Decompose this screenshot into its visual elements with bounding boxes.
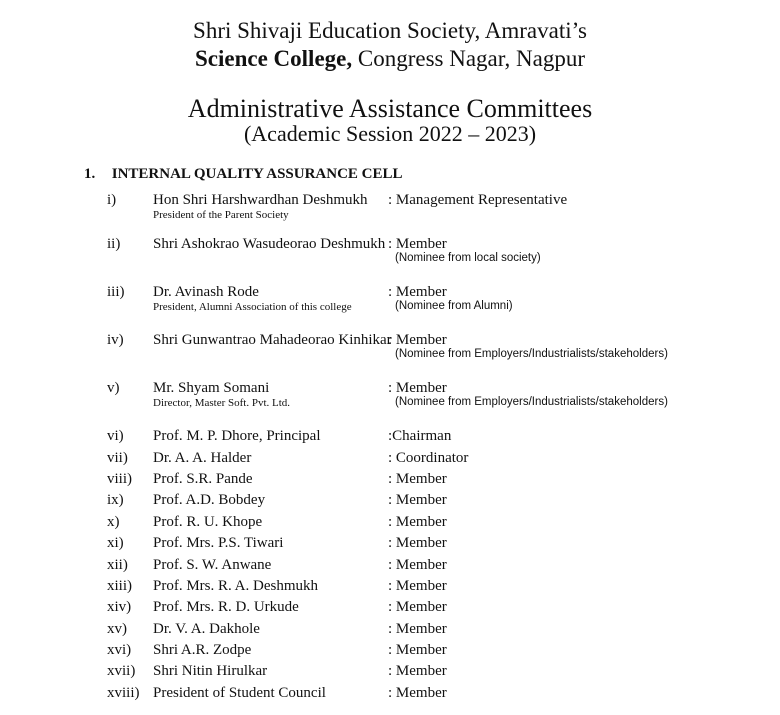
member-role: : Member: [388, 685, 447, 701]
member-index: xi): [107, 535, 124, 551]
member-name: Dr. A. A. Halder: [153, 450, 252, 466]
member-name: Shri Nitin Hirulkar: [153, 663, 268, 679]
member-index: iii): [107, 284, 125, 300]
member-role: : Member: [388, 578, 447, 594]
member-role: : Member: [388, 535, 447, 551]
member-index: xii): [107, 557, 128, 573]
member-role: : Member: [388, 663, 447, 679]
member-index: viii): [107, 471, 132, 487]
member-name: President of Student Council: [153, 685, 326, 701]
member-designation: Director, Master Soft. Pvt. Ltd.: [153, 397, 291, 409]
member-index: i): [107, 192, 117, 208]
member-nomination-note: (Nominee from local society): [395, 252, 541, 264]
member-index: ii): [107, 236, 121, 252]
member-name: Dr. Avinash Rode: [153, 284, 259, 300]
section-heading: [84, 166, 403, 183]
member-name: Prof. S. W. Anwane: [153, 557, 272, 573]
college-name: [0, 46, 780, 72]
college-location: Congress Nagar, Nagpur: [352, 46, 585, 71]
member-index: xvi): [107, 642, 132, 658]
member-nomination-note: (Nominee from Employers/Industrialists/stakeholders): [395, 348, 668, 360]
member-designation: President, Alumni Association of this college: [153, 301, 352, 313]
member-name: Prof. S.R. Pande: [153, 471, 253, 487]
member-name: Prof. Mrs. R. D. Urkude: [153, 599, 299, 615]
member-name: Mr. Shyam Somani: [153, 380, 270, 396]
member-name: Prof. Mrs. R. A. Deshmukh: [153, 578, 319, 594]
member-role: : Management Representative: [388, 192, 568, 208]
member-role: : Coordinator: [388, 450, 469, 466]
section-title: INTERNAL QUALITY ASSURANCE CELL: [111, 166, 403, 182]
member-role: : Member: [388, 599, 447, 615]
member-nomination-note: (Nominee from Alumni): [395, 300, 513, 312]
member-role: : Member: [388, 514, 447, 530]
member-index: x): [107, 514, 120, 530]
member-role: : Member: [388, 492, 447, 508]
member-name: Dr. V. A. Dakhole: [153, 621, 260, 637]
member-name: Prof. R. U. Khope: [153, 514, 263, 530]
member-name: Shri Gunwantrao Mahadeorao Kinhikar: [153, 332, 392, 348]
member-index: xiv): [107, 599, 132, 615]
member-index: ix): [107, 492, 124, 508]
member-index: xv): [107, 621, 127, 637]
academic-session: (Academic Session 2022 – 2023): [243, 121, 537, 146]
member-nomination-note: (Nominee from Employers/Industrialists/stakeholders): [395, 396, 668, 408]
member-role: :Chairman: [388, 428, 452, 444]
member-name: Hon Shri Harshwardhan Deshmukh: [153, 192, 368, 208]
society-name: Shri Shivaji Education Society, Amravati’s: [193, 18, 587, 43]
member-index: xiii): [107, 578, 132, 594]
member-role: : Member: [388, 380, 447, 396]
member-role: : Member: [388, 642, 447, 658]
member-role: : Member: [388, 284, 447, 300]
member-index: v): [107, 380, 120, 396]
member-name: Prof. A.D. Bobdey: [153, 492, 266, 508]
member-index: xvii): [107, 663, 136, 679]
member-role: : Member: [388, 621, 447, 637]
member-role: : Member: [388, 332, 447, 348]
member-role: : Member: [388, 471, 447, 487]
member-name: Prof. Mrs. P.S. Tiwari: [153, 535, 284, 551]
member-name: Shri Ashokrao Wasudeorao Deshmukh: [153, 236, 386, 252]
member-index: vi): [107, 428, 124, 444]
member-role: : Member: [388, 236, 447, 252]
section-number: 1.: [84, 166, 96, 182]
member-index: xviii): [107, 685, 140, 701]
member-index: vii): [107, 450, 128, 466]
page-title: Administrative Assistance Committees: [187, 94, 593, 123]
member-role: : Member: [388, 557, 447, 573]
member-name: Prof. M. P. Dhore, Principal: [153, 428, 321, 444]
member-name: Shri A.R. Zodpe: [153, 642, 252, 658]
member-designation: President of the Parent Society: [153, 209, 289, 221]
member-index: iv): [107, 332, 124, 348]
college-name-bold: Science College,: [195, 46, 353, 71]
